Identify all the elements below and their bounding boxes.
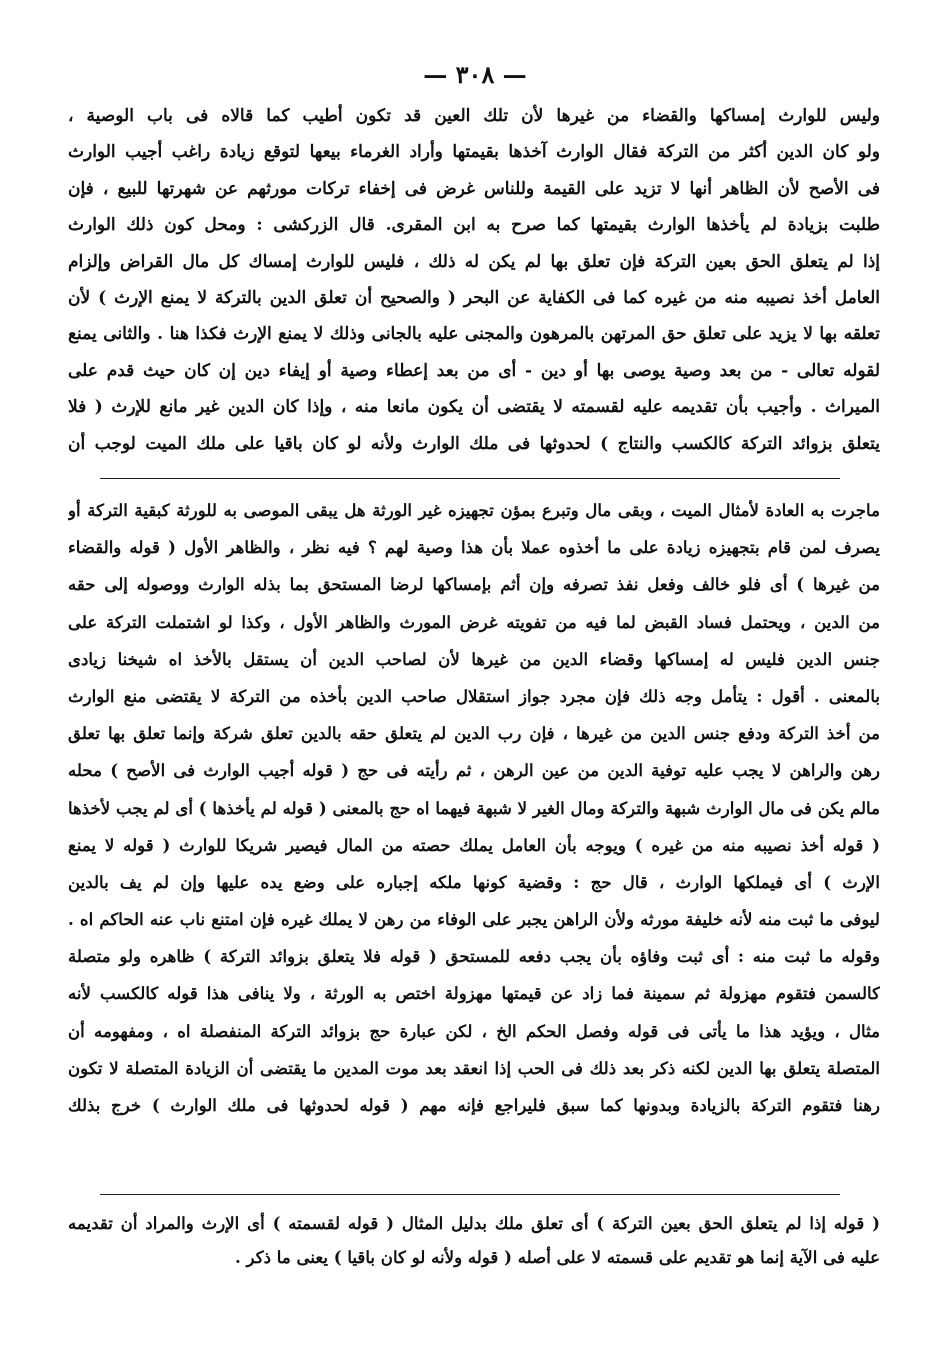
footnote-line: عليه فى الآية إنما هو تقديم على قسمته لا على أصله ( قوله ولأنه لو كان باقيا ) يعنى ما ذكر . — [234, 1247, 880, 1267]
main-line: يتعلق بزوائد التركة كالكسب والنتاج ) لحدوثها فى ملك الوارث ولأنه لو كان باقيا على ملك الميت لوجب أن — [68, 433, 880, 454]
commentary-line: جنس الدين فليس له إمساكها وقضاء الدين من غيرها لأن لصاحب الدين أن يستقل بالأخذ اه شيخنا زيادى — [68, 648, 880, 669]
footnote-divider — [100, 1194, 840, 1195]
commentary-line: وقوله ما ثبت منه : أى ثبت وفاؤه بأن يجب دفعه للمستحق ( قوله فلا يتعلق بزوائد التركة ) ظاهره ولو متصلة — [68, 946, 880, 967]
commentary-line: رهن والراهن لا يجب عليه توفية الدين من عين الرهن ، ثم رأيته فى حج ( قوله أجيب الوارث فى الأصح ) محله — [68, 760, 880, 781]
footnote-line: ( قوله إذا لم يتعلق الحق بعين التركة ) أى تعلق ملك بدليل المثال ( قوله لقسمته ) أى الإرث والمراد أن تقديمه — [68, 1213, 880, 1233]
commentary-line: ( قوله أخذ نصيبه منه من غيره ) ويوجه بأن العامل يملك حصته من المال فيصير شريكا للوارث ( قوله لا يمنع — [68, 834, 880, 855]
main-line: ولو كان الدين أكثر من التركة فقال الوارث آخذها بقيمتها وأراد الغرماء بيعها لتوقع زيادة راغب أجيب الوارث — [68, 142, 880, 163]
main-line: لقوله تعالى - من بعد وصية يوصى بها أو دين - أى من بعد إعطاء وصية أو إيفاء دين إن كان حيث قدم على — [68, 360, 880, 381]
main-line: طلبت بزيادة لم يأخذها الوارث بقيمتها كما صرح به ابن المقرى. قال الزركشى : ومحل كون ذلك الوارث — [68, 215, 880, 236]
footnote-text — [68, 1206, 880, 1274]
commentary-line: ليوفى ما ثبت منه لأنه خليفة مورثه ولأن الراهن يجبر على الوفاء من رهن لا يملك غيره فإن امتنع ناب عنه الحاكم اه . — [68, 909, 880, 930]
page-number: — ٣٠٨ — — [423, 60, 527, 89]
commentary-line: رهنا فتقوم التركة بالزيادة وبدونها كما سبق فليراجع فإنه مهم ( قوله لحدوثها فى ملك الوارث ) خرج بذلك — [68, 1095, 880, 1115]
commentary-text — [68, 492, 880, 1124]
main-line: تعلقه بها لا يزيد على تعلق حق المرتهن بالمرهون والمجنى عليه بالجانى وذلك لا يمنع الإرث فكذا هنا . والثانى يمنع — [68, 324, 880, 345]
commentary-line: الإرث ) أى فيملكها الوارث ، قال حج : وقضية كونها ملكه إجباره على وضع يده عليها وإن لم يف بالدين — [68, 871, 880, 892]
commentary-line: بالمعنى . أقول : يتأمل وجه ذلك فإن مجرد جواز استقلال صاحب الدين بأخذه من التركة لا يقتضى منع الوارث — [68, 685, 880, 706]
main-line: وليس للوارث إمساكها والقضاء من غيرها لأن تلك العين قد تكون أطيب كما قالاه فى باب الوصية ، — [68, 106, 880, 126]
commentary-line: المتصلة يتعلق بها الدين لكنه ذكر بعد ذلك فى الحب إذا انعقد بعد موت المدين ما يقتضى أن الزيادة المتصلة لا تكون — [68, 1057, 880, 1078]
commentary-line: من الدين ، ويحتمل فساد القبض لما فيه من تفويته غرض المورث والظاهر الأول ، وكذا لو اشتملت التركة على — [68, 611, 880, 632]
main-text — [68, 98, 880, 462]
commentary-line: من أخذ التركة ودفع جنس الدين من غيرها ، فإن رب الدين لم يتعلق حقه بالدين تعلق شركة وإنما تعلق بها تعلق — [68, 723, 880, 744]
section-divider — [100, 478, 840, 479]
commentary-line: مثال ، ويؤيد هذا ما يأتى فى قوله وفصل الحكم الخ ، لكن عبارة حج بزوائد التركة المنفصلة اه ، ومفهومه أن — [68, 1020, 880, 1041]
commentary-line: مالم يكن فى مال الوارث شبهة والتركة ومال الغير لا شبهة فيهما اه حج بالمعنى ( قوله لم يأخذها ) أى لم يجب لأخذها — [68, 797, 880, 818]
main-line: الميراث . وأجيب بأن تقديمه عليه لقسمته لا يقتضى أن يكون مانعا منه ، وإذا كان الدين غير مانع للإرث ( فلا — [68, 397, 880, 418]
main-line: فى الأصح لأن الظاهر أنها لا تزيد على القيمة وللناس غرض فى إخفاء تركات مورثهم عن شهرتها للبيع ، فإن — [68, 178, 880, 199]
commentary-line: ماجرت به العادة لأمثال الميت ، وبقى مال وتبرع بمؤن تجهيزه غير الورثة هل يبقى الموصى به للورثة كبقية التركة أو — [68, 500, 880, 520]
commentary-line: كالسمن فتقوم مهزولة ثم سمينة فما زاد عن قيمتها مهزولة اختص به الورثة ، ولا ينافى هذا قوله كالكسب لأنه — [68, 983, 880, 1004]
main-line: العامل أخذ نصيبه منه من غيره كما فى الكفاية عن البحر ( والصحيح أن تعلق الدين بالتركة لا يمنع الإرث ) لأن — [68, 287, 880, 308]
main-line: إذا لم يتعلق الحق بعين التركة فإن تعلق بها لم يكن له ذلك ، فليس للوارث إمساك كل مال القراض وإلزام — [68, 251, 880, 272]
commentary-line: يصرف لمن قام بتجهيزه زيادة على ما أخذوه عملا بأن هذا وصية لهم ؟ فيه نظر ، والظاهر الأول ( قوله والقضاء — [68, 537, 880, 558]
commentary-line: من غيرها ) أى فلو خالف وفعل نفذ تصرفه وإن أثم بإمساكها لرضا المستحق بما بذله الوارث ووصوله إلى حقه — [68, 574, 880, 595]
